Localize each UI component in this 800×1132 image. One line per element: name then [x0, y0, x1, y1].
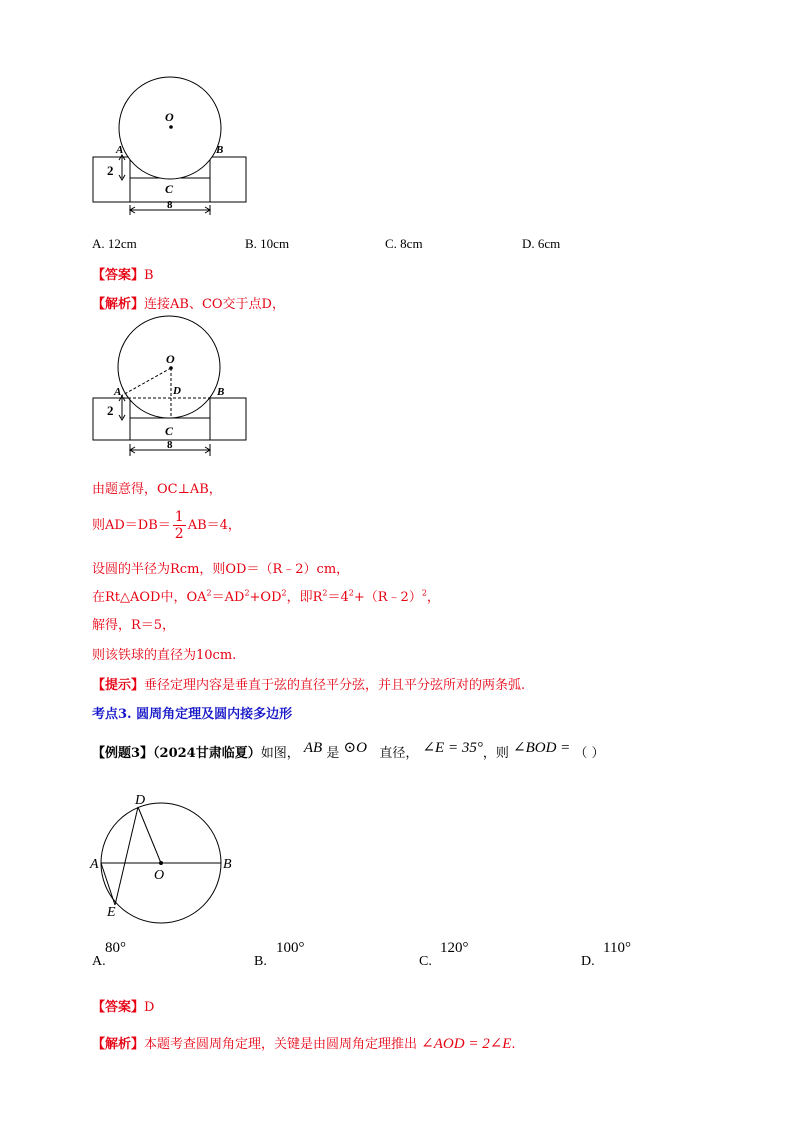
svg-text:2: 2	[107, 403, 114, 418]
label-a: A	[116, 144, 124, 156]
svg-text:D: D	[173, 385, 181, 397]
example-tag: 【例题3】	[92, 746, 154, 761]
option-c: C. 8cm	[385, 236, 423, 251]
fraction-half: $\frac{1}{2}$	[174, 509, 184, 542]
svg-text:A: A	[114, 386, 122, 398]
label-2: 2	[107, 163, 114, 178]
answer-tag: 【答案】	[92, 268, 145, 283]
center-point	[169, 125, 173, 129]
svg-text:O: O	[166, 352, 175, 366]
label-a: A	[90, 857, 99, 872]
label-8: 8	[167, 199, 173, 211]
figure-2-ball-with-d	[85, 310, 255, 472]
q3-options: A. 80° B. 100° C. 120° D. 110°	[92, 940, 631, 969]
step-6: 则该铁球的直径为10cm.	[92, 648, 237, 663]
analysis-tag: 【解析】	[92, 297, 145, 312]
figure-1-ball-on-rail	[85, 65, 255, 227]
step-5: 解得，R＝5，	[92, 618, 176, 633]
svg-text:B: B	[217, 386, 225, 398]
svg-text:8: 8	[167, 439, 173, 451]
answer-value: B	[144, 268, 154, 283]
analysis-math: ∠AOD = 2∠E	[421, 1036, 512, 1052]
option-b: B. 10cm	[245, 236, 290, 251]
example-3-question: 【例题3】（2024甘肃临夏）如图， AB 是 ⊙O 直径， ∠E = 35°，则 ∠BOD = （ ）	[92, 740, 605, 761]
label-e: E	[107, 905, 116, 920]
option-a: A. 12cm	[92, 236, 137, 251]
label-o: O	[165, 110, 174, 124]
label-c: C	[165, 182, 174, 196]
label-d: D	[135, 793, 146, 808]
label-b: B	[216, 144, 224, 156]
label-o: O	[154, 868, 165, 883]
answer-1	[92, 264, 154, 283]
analysis-3: 【解析】本题考查圆周角定理，关键是由圆周角定理推出 ∠AOD = 2∠E.	[92, 1036, 516, 1052]
step-2: 则AD＝DB＝ $\frac{1}{2}$ AB＝4，	[92, 509, 241, 542]
answer-blank: （ ）	[574, 746, 605, 761]
hint-1	[92, 674, 525, 693]
step-3: 设圆的半径为Rcm，则OD＝（R﹣2）cm，	[92, 562, 350, 577]
step-4: 在Rt△AOD中，$OA^2=AD^2+OD^2$，即$R^2=4^2+(R﹣2)^2$，	[92, 588, 440, 605]
option-d: D. 6cm	[522, 236, 561, 251]
example-source: （2024甘肃临夏）	[153, 746, 261, 761]
analysis-text: 连接AB、CO交于点D，	[144, 297, 285, 312]
hint-text: 垂径定理内容是垂直于弦的直径平分弦，并且平分弦所对的两条弧.	[144, 678, 526, 693]
section-heading: 考点3. 圆周角定理及圆内接多边形	[92, 707, 293, 722]
ball-circle	[118, 316, 220, 418]
answer-3: 【答案】D	[92, 1000, 155, 1015]
hint-tag: 【提示】	[92, 678, 145, 693]
figure-3-circle	[85, 790, 245, 930]
label-b: B	[223, 857, 232, 872]
step-1: 由题意得，OC⊥AB，	[92, 482, 222, 497]
svg-text:C: C	[165, 424, 174, 438]
